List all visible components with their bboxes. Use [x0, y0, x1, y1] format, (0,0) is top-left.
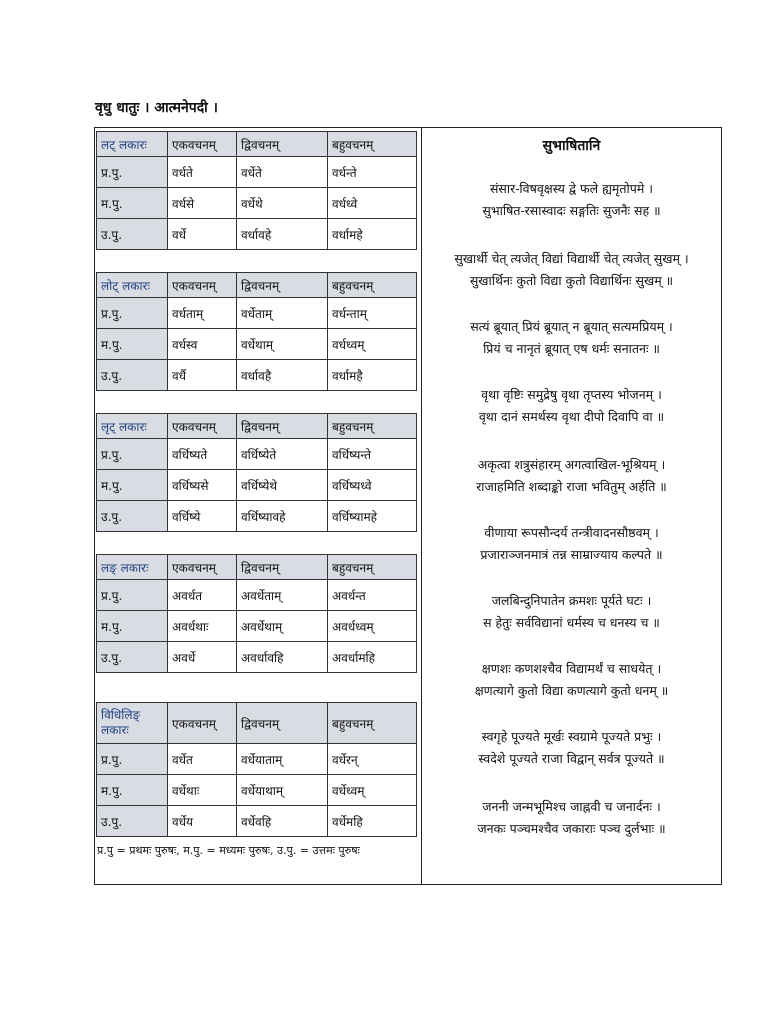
form-cell: वर्धेमहि [328, 806, 417, 837]
form-cell: वर्धिष्यते [168, 439, 237, 470]
form-cell: वर्धध्वम् [328, 329, 417, 360]
footnote: प्र.पु = प्रथमः पुरुषः, म.पु. = मध्यमः पुरुषः, उ.पु. = उत्तमः पुरुषः [97, 844, 360, 857]
verse-line: राजाहमिति शब्दाङ्को राजा भवितुम् अर्हति ॥ [476, 479, 667, 494]
form-cell: अवर्धथाः [168, 611, 237, 642]
header-plural: बहुवचनम् [328, 555, 417, 580]
verse [422, 384, 721, 428]
verse [422, 658, 721, 702]
verse-line: संसार-विषवृक्षस्य द्वे फले ह्यमृतोपमे । [489, 181, 654, 196]
table-row [97, 642, 417, 673]
verse [422, 796, 721, 840]
subhashitani-heading: सुभाषितानि [542, 138, 601, 154]
verse [422, 590, 721, 634]
verse [422, 726, 721, 770]
table-row [97, 329, 417, 360]
header-plural: बहुवचनम् [328, 414, 417, 439]
verse-line: प्रजाराञ्जनमात्रं तन्न साम्राज्याय कल्पते ॥ [480, 547, 663, 562]
form-cell: वर्धेध्वम् [328, 775, 417, 806]
form-cell: वर्धध्वे [328, 188, 417, 219]
lakara-label: विधिलिङ् लकारः [97, 703, 168, 744]
page-title: वृधु धातुः । आत्मनेपदी । [95, 100, 218, 116]
form-cell: अवर्धावहि [237, 642, 328, 673]
verse-line: सुखार्थिनः कुतो विद्या कुतो विद्यार्थिनः सुखम् ॥ [469, 273, 674, 288]
table-row [97, 439, 417, 470]
lakara-label: लृट् लकारः [97, 414, 168, 439]
person-label: प्र.पु. [97, 744, 168, 775]
form-cell: वर्धै [168, 360, 237, 391]
verse-line: अकृत्वा शत्रुसंहारम् अगत्वाखिल-भूश्रियम् । [477, 457, 666, 472]
form-cell: वर्धेथे [237, 188, 328, 219]
header-dual: द्विवचनम् [237, 703, 328, 744]
header-dual: द्विवचनम् [237, 273, 328, 298]
conjugation-table-vidhiling [96, 702, 417, 837]
table-row [97, 360, 417, 391]
form-cell: अवर्धत [168, 580, 237, 611]
form-cell: वर्धामहे [328, 219, 417, 250]
table-row [97, 744, 417, 775]
form-cell: वर्धावहे [237, 219, 328, 250]
verse [422, 178, 721, 222]
form-cell: अवर्धेथाम् [237, 611, 328, 642]
verse [422, 316, 721, 360]
verse-line: क्षणत्यागे कुतो विद्या कणत्यागे कुतो धनम् ॥ [474, 683, 669, 698]
person-label: प्र.पु. [97, 157, 168, 188]
form-cell: वर्धिष्येथे [237, 470, 328, 501]
form-cell: वर्धेते [237, 157, 328, 188]
lakara-label: लोट् लकारः [97, 273, 168, 298]
form-cell: वर्धेवहि [237, 806, 328, 837]
form-cell: वर्धेरन् [328, 744, 417, 775]
verse-line: स्वदेशे पूज्यते राजा विद्वान् सर्वत्र पूज्यते ॥ [478, 751, 665, 766]
table-row [97, 470, 417, 501]
verse-line: सुखार्थी चेत् त्यजेत् विद्यां विद्यार्थी चेत् त्यजेत् सुखम् । [454, 251, 689, 266]
form-cell: वर्धिष्ये [168, 501, 237, 532]
form-cell: अवर्धेताम् [237, 580, 328, 611]
conjugation-table-lang [96, 554, 417, 673]
verse [422, 522, 721, 566]
form-cell: वर्धेयाताम् [237, 744, 328, 775]
form-cell: वर्धेय [168, 806, 237, 837]
form-cell: वर्धेथाम् [237, 329, 328, 360]
header-singular: एकवचनम् [168, 273, 237, 298]
lakara-label: लट् लकारः [97, 132, 168, 157]
verse-line: जनकः पञ्चमश्चैव जकाराः पञ्च दुर्लभाः ॥ [477, 821, 666, 836]
form-cell: वर्धेत [168, 744, 237, 775]
header-dual: द्विवचनम् [237, 414, 328, 439]
verse-line: वीणाया रूपसौन्दर्य तन्त्रीवादनसौष्ठवम् । [484, 525, 659, 540]
verse-line: स हेतुः सर्वविद्यानां धर्मस्य च धनस्य च ॥ [483, 615, 660, 630]
table-row [97, 298, 417, 329]
person-label: उ.पु. [97, 501, 168, 532]
header-singular: एकवचनम् [168, 703, 237, 744]
verse-line: स्वगृहे पूज्यते मूर्खः स्वग्रामे पूज्यते प्रभुः । [481, 729, 662, 744]
verse-line: सुभाषित-रसास्वादः सङ्गतिः सुजनैः सह ॥ [482, 203, 661, 218]
person-label: उ.पु. [97, 642, 168, 673]
form-cell: वर्धिष्यसे [168, 470, 237, 501]
verse [422, 248, 721, 292]
table-row [97, 806, 417, 837]
form-cell: अवर्धन्त [328, 580, 417, 611]
verse-line: जननी जन्मभूमिश्च जाह्नवी च जनार्दनः । [482, 799, 661, 814]
person-label: प्र.पु. [97, 298, 168, 329]
table-row [97, 219, 417, 250]
form-cell: वर्धते [168, 157, 237, 188]
header-plural: बहुवचनम् [328, 273, 417, 298]
header-singular: एकवचनम् [168, 414, 237, 439]
lakara-label: लङ् लकारः [97, 555, 168, 580]
verse-line: सत्यं ब्रूयात् प्रियं ब्रूयात् न ब्रूयात् सत्यमप्रियम् । [470, 319, 673, 334]
form-cell: वर्धिष्यध्वे [328, 470, 417, 501]
form-cell: वर्धन्ताम् [328, 298, 417, 329]
verse-line: वृथा दानं समर्थस्य वृथा दीपो दिवापि वा ॥ [478, 409, 665, 424]
person-label: म.पु. [97, 329, 168, 360]
table-row [97, 188, 417, 219]
header-dual: द्विवचनम् [237, 555, 328, 580]
header-plural: बहुवचनम् [328, 703, 417, 744]
form-cell: वर्धेथाः [168, 775, 237, 806]
subhashitani-panel [421, 127, 722, 885]
person-label: म.पु. [97, 611, 168, 642]
person-label: म.पु. [97, 470, 168, 501]
person-label: म.पु. [97, 188, 168, 219]
form-cell: अवर्धे [168, 642, 237, 673]
form-cell: अवर्धध्वम् [328, 611, 417, 642]
header-singular: एकवचनम् [168, 555, 237, 580]
header-singular: एकवचनम् [168, 132, 237, 157]
person-label: प्र.पु. [97, 439, 168, 470]
table-row [97, 157, 417, 188]
conjugation-table-lot [96, 272, 417, 391]
form-cell: वर्धावहै [237, 360, 328, 391]
person-label: उ.पु. [97, 360, 168, 391]
table-row [97, 611, 417, 642]
conjugation-table-lat [96, 131, 417, 250]
conjugation-table-lrt [96, 413, 417, 532]
form-cell: वर्धे [168, 219, 237, 250]
header-plural: बहुवचनम् [328, 132, 417, 157]
form-cell: वर्धिष्यन्ते [328, 439, 417, 470]
form-cell: वर्धिष्येते [237, 439, 328, 470]
table-row [97, 501, 417, 532]
form-cell: वर्धस्व [168, 329, 237, 360]
table-row [97, 580, 417, 611]
form-cell: वर्धिष्यावहे [237, 501, 328, 532]
person-label: प्र.पु. [97, 580, 168, 611]
form-cell: अवर्धामहि [328, 642, 417, 673]
form-cell: वर्धिष्यामहे [328, 501, 417, 532]
person-label: उ.पु. [97, 806, 168, 837]
verse-line: जलबिन्दुनिपातेन क्रमशः पूर्यते घटः । [491, 593, 652, 608]
table-row [97, 775, 417, 806]
verse-line: वृथा वृष्टिः समुद्रेषु वृथा तृप्तस्य भोजनम् । [481, 387, 662, 402]
verse [422, 454, 721, 498]
form-cell: वर्धेताम् [237, 298, 328, 329]
form-cell: वर्धामहै [328, 360, 417, 391]
form-cell: वर्धताम् [168, 298, 237, 329]
form-cell: वर्धसे [168, 188, 237, 219]
form-cell: वर्धन्ते [328, 157, 417, 188]
verse-line: क्षणशः कणशश्चैव विद्यामर्थं च साधयेत् । [481, 661, 662, 676]
person-label: उ.पु. [97, 219, 168, 250]
form-cell: वर्धेयाथाम् [237, 775, 328, 806]
header-dual: द्विवचनम् [237, 132, 328, 157]
verse-line: प्रियं च नानृतं ब्रूयात् एष धर्मः सनातनः ॥ [483, 341, 660, 356]
person-label: म.पु. [97, 775, 168, 806]
